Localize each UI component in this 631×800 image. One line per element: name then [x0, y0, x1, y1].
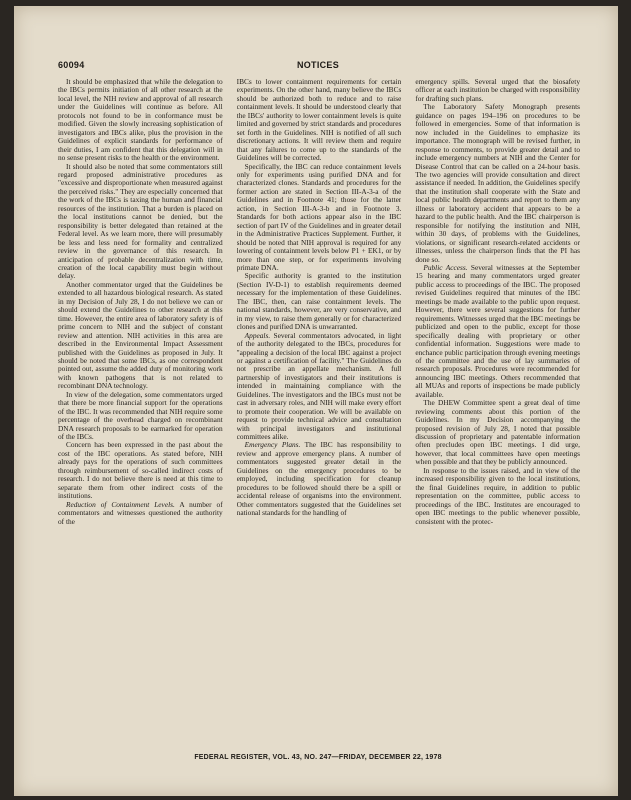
paragraph: [415, 103, 580, 264]
paragraph: [58, 78, 223, 163]
page-number: 60094: [58, 60, 85, 70]
paragraph-text: Another commentator urged that the Guidelines be extended to all hazardous biological research. As stated in my Decision of July 28, I do not believe we can or should extend the Guidelines to other research at this time. However, the entire area of laboratory safety is of prime concern to NIH and the subject of constant review and attention. NIH activities in this area are described in the Environmental Impact Assessment published with the Guidelines as proposed in July. It should be noted that some IBCs, as one correspondent pointed out, assume the added duty of monitoring work with known pathogens that is not related to recombinant DNA technology.: [58, 279, 223, 391]
paragraph: [58, 441, 223, 500]
page-footer: FEDERAL REGISTER, VOL. 43, NO. 247—FRIDAY, DECEMBER 22, 1978: [194, 754, 442, 761]
section-title: NOTICES: [296, 60, 340, 70]
document-page: [14, 6, 618, 796]
paragraph-text: emergency spills. Several urged that the biosafety officer at each institution be charged with responsibility for drafting such plans.: [415, 78, 581, 103]
text-columns: [58, 78, 580, 746]
paragraph-text: Specific authority is granted to the institution (Section IV-D-1) to establish requirements deemed necessary for the implementation of these Guidelines. The IBC, then, can raise containment levels. The national standards, however, are very conservative, and in my view, to raise them generally or for characterized clones and purified DNA is unwarranted.: [236, 271, 402, 332]
paragraph-text: Several commentators advocated, in light of the authority delegated to the IBCs, procedures for "appealing a decision of the local IBC against a project or against a certification of facility." The Guidelines do not prescribe an appellate mechanism. A full partnership of investigators and their institutions is intended in maintaining compliance with the Guidelines. The investigators and the IBCs must not be cast in adversary roles, and NIH will make every effort to promote their cooperation. We will be available on request to provide technical advice and consultation with principal investigators and institutional committees alike.: [236, 330, 402, 442]
paragraph-text: Several witnesses at the September 15 hearing and many commentators urged greater public access to proceedings of the IBC. The proposed revised Guidelines required that minutes of the IBC meetings be made available to the public upon request. However, there were several suggestions for further requirements. Witnesses urged that the IBC meetings be publicized and open to the public, except for those specifically dealing with proprietary or other confidential information. Suggestions were made to enchance public participation through evening meetings of the committee and the use of lay summaries of research proposals. Procedures were recommended for announcing IBC meetings. Others recommended that all MUAs and reports of inspections be made publicly available.: [415, 262, 581, 399]
paragraph: [237, 332, 402, 442]
paragraph-text: Concern has been expressed in the past about the cost of the IBC operations. As stated before, NIH already pays for the operations of such committees through reimbursement of so-called indirect costs of research. I do not believe there is need at this time to separate them from other indirect costs of the institutions.: [58, 440, 223, 501]
column-2: [237, 78, 402, 746]
paragraph: [58, 281, 223, 391]
run-in-heading: Public Access.: [423, 262, 468, 272]
paragraph: [415, 399, 580, 467]
paragraph: [58, 391, 223, 442]
paragraph-text: A number of commentators and witnesses questioned the authority of the: [58, 499, 223, 526]
paragraph: [58, 501, 223, 526]
paragraph-text: The DHEW Committee spent a great deal of time reviewing comments about this portion of the Guidelines. In my Decision accompanying the proposed revision of July 28, I noted that possible discussion of proprietary and patentable information often precludes open IBC meetings. I did urge, however, that local committees have open meetings when possible and that they be publicly announced.: [415, 398, 581, 467]
paragraph-text: Specifically, the IBC can reduce containment levels only for experiments using purified DNA and for characterized clones. Standards and procedures for the former action are stated in Section III-A-3-a of the Guidelines and in Footnote 41; those for the latter action, in Section III-A-3-b and in Footnote 3. Standards for both actions appear also in the IBC section of part IV of the Guidelines and in greater detail in the Administrative Practices Supplement. Further, it should be noted that NIH approval is required for any lowering of containment levels below P1 + EK1, or by more than one step, or for experiments involving primate DNA.: [236, 161, 402, 272]
paragraph-text: The IBC has responsibility to review and approve emergency plans. A number of commentators suggested greater detail in the Guidelines on the emergency procedures to be employed, including specification for cleanup procedures to be followed should there be a spill or accidental release of organisms into the environment. Other commentators suggested that the Guidelines set national standards for the handling of: [236, 440, 402, 518]
column-1: [58, 78, 223, 746]
paragraph-text: In response to the issues raised, and in view of the increased responsibility given to the local institutions, the final Guidelines require, in addition to public representation on the committee, public access to proceedings of the IBC. Institutes are encouraged to open IBC meetings to the public whenever possible, consistent with the protec-: [415, 465, 581, 526]
run-in-heading: Emergency Plans.: [244, 440, 301, 450]
paragraph: [415, 467, 580, 526]
run-in-heading: Reduction of Containment Levels.: [66, 499, 175, 509]
paragraph: [415, 264, 580, 399]
column-3: [415, 78, 580, 746]
paragraph: [415, 78, 580, 103]
paragraph-text: It should also be noted that some commentators still regard proposed administrative procedures as "excessive and disproportionate when measured against the perceived risks." They are especially concerned that the work of the IBCs is taxing the human and financial resources of the institution. That a burden is placed on the local institutions cannot be denied, but the responsibility is better delegated than retained at the Federal level. As we learn more, there will presumably be less and less need for formality and centralized review in the governance of this research. In anticipation of probable decentralization with time, creation of the local capability must begin without delay.: [58, 161, 223, 281]
paragraph: [237, 441, 402, 517]
paragraph: [237, 163, 402, 273]
paragraph-text: It should be emphasized that while the delegation to the IBCs permits initiation of all other research at the local level, the NIH review and approval of all research under the Guidelines will continue as before. All protocols not found to be in conformance must be modified. Given the slowly increasing sophistication of investigators and IBCs alike, plus the provision in the Guidelines of explicit standards for performance of their duties, I am confident that this delegation will in no sense present risks to the health or the environment.: [58, 78, 223, 163]
paragraph: [58, 163, 223, 281]
paragraph: [237, 78, 402, 163]
paragraph: [237, 272, 402, 331]
paragraph-text: IBCs to lower containment requirements for certain experiments. On the other hand, many believe the IBCs should be authorized both to reduce and to raise containment levels. It should be understood clearly that the IBCs' authority to lower containment levels is quite limited and governed by strict standards and procedures set forth in the Guidelines. NIH is notified of all such discretionary actions. It will review them and require that any failures to come up to the standards of the Guidelines will be corrected.: [236, 78, 402, 163]
page-header: [58, 60, 578, 74]
paragraph-text: The Laboratory Safety Monograph presents guidance on pages 194–196 on procedures to be followed in emergencies. Some of that information is now included in the Guidelines to emphasize its importance. The monograph will be revised further, in response to comments, to provide greater detail and to include emergency numbers at NIH and the Center for Disease Control that can be called on a 24-hour basis. The two agencies will provide consultation and direct assistance if needed. In addition, the Guidelines specify that the institution shall cooperate with the State and local public health departments and report to them any illness or laboratory accident that appears to be a hazard to the public health. And the IBC chairperson is responsible for notifying the institution and NIH, within 30 days, of problems with the Guidelines, violations, or significant research-related accidents or illnesses, unless the chairperson finds that the PI has done so.: [415, 102, 581, 264]
run-in-heading: Appeals.: [244, 330, 271, 340]
paragraph-text: In view of the delegation, some commentators urged that there be more financial support for the operations of the IBC. It was recommended that NIH require some percentage of the overhead charged on recombinant DNA research proposals to be earmarked for operation of the IBCs.: [58, 389, 223, 442]
